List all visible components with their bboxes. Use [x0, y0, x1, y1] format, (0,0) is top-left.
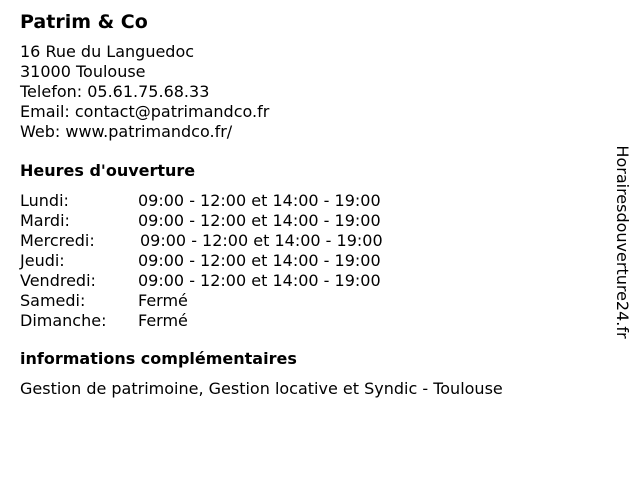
web-line: Web: www.patrimandco.fr/ — [20, 122, 233, 141]
hours-row-wednesday — [20, 231, 600, 251]
day-hours: 09:00 - 12:00 et 14:00 - 19:00 — [138, 191, 381, 210]
hours-row-tuesday — [20, 211, 600, 231]
hours-row-monday — [20, 191, 600, 211]
day-hours: 09:00 - 12:00 et 14:00 - 19:00 — [140, 231, 383, 250]
address-city: 31000 Toulouse — [20, 62, 146, 81]
phone-line: Telefon: 05.61.75.68.33 — [20, 82, 210, 101]
day-hours: Fermé — [138, 311, 188, 330]
hours-row-thursday — [20, 251, 600, 271]
info-description: Gestion de patrimoine, Gestion locative et Syndic - Toulouse — [20, 379, 503, 398]
hours-row-friday — [20, 271, 600, 291]
hours-row-saturday — [20, 291, 600, 311]
day-label: Jeudi: — [20, 251, 65, 270]
day-hours: 09:00 - 12:00 et 14:00 - 19:00 — [138, 271, 381, 290]
hours-heading: Heures d'ouverture — [20, 161, 196, 180]
hours-row-sunday — [20, 311, 600, 331]
hours-table — [20, 191, 600, 331]
day-label: Mercredi: — [20, 231, 95, 250]
address-street: 16 Rue du Languedoc — [20, 42, 195, 61]
day-label: Samedi: — [20, 291, 86, 310]
business-card — [20, 8, 600, 399]
day-hours: Fermé — [138, 291, 188, 310]
email-line: Email: contact@patrimandco.fr — [20, 102, 270, 121]
day-label: Vendredi: — [20, 271, 96, 290]
business-name: Patrim & Co — [20, 11, 148, 33]
site-watermark: Horairesdouverture24.fr — [613, 145, 632, 339]
day-label: Mardi: — [20, 211, 70, 230]
day-label: Dimanche: — [20, 311, 107, 330]
day-hours: 09:00 - 12:00 et 14:00 - 19:00 — [138, 211, 381, 230]
info-heading: informations complémentaires — [20, 349, 297, 368]
day-label: Lundi: — [20, 191, 69, 210]
day-hours: 09:00 - 12:00 et 14:00 - 19:00 — [138, 251, 381, 270]
contact-block — [20, 42, 600, 142]
